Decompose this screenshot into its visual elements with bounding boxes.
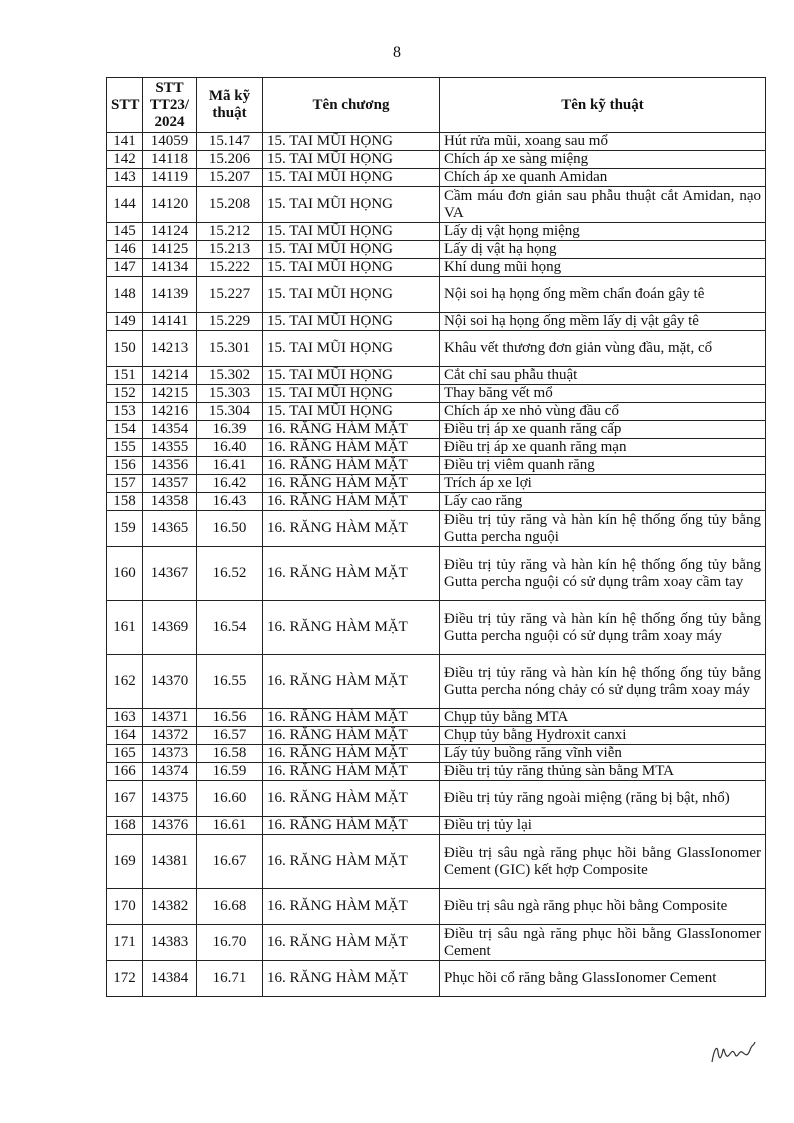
row-stt-tt23: 14059	[143, 133, 197, 151]
row-stt-tt23: 14365	[143, 511, 197, 547]
row-ten-ky-thuat: Điều trị áp xe quanh răng mạn	[440, 439, 766, 457]
table-row	[107, 223, 766, 241]
table-row	[107, 259, 766, 277]
table-row	[107, 403, 766, 421]
row-ten-chuong: 15. TAI MŨI HỌNG	[263, 385, 440, 403]
row-ten-chuong: 16. RĂNG HÀM MẶT	[263, 709, 440, 727]
row-stt: 167	[107, 781, 143, 817]
row-stt: 150	[107, 331, 143, 367]
row-ma-ky-thuat: 15.304	[197, 403, 263, 421]
row-ten-chuong: 16. RĂNG HÀM MẶT	[263, 493, 440, 511]
row-stt: 145	[107, 223, 143, 241]
row-stt-tt23: 14354	[143, 421, 197, 439]
row-ma-ky-thuat: 15.208	[197, 187, 263, 223]
row-ma-ky-thuat: 16.71	[197, 961, 263, 997]
row-ten-chuong: 15. TAI MŨI HỌNG	[263, 259, 440, 277]
row-ten-ky-thuat: Nội soi hạ họng ống mềm lấy dị vật gây tê	[440, 313, 766, 331]
row-ten-ky-thuat: Chụp tủy bằng Hydroxit canxi	[440, 727, 766, 745]
row-stt: 154	[107, 421, 143, 439]
row-ten-chuong: 16. RĂNG HÀM MẶT	[263, 457, 440, 475]
row-ten-ky-thuat: Chích áp xe quanh Amidan	[440, 169, 766, 187]
table-row	[107, 385, 766, 403]
row-stt-tt23: 14118	[143, 151, 197, 169]
row-stt: 161	[107, 601, 143, 655]
row-ma-ky-thuat: 16.55	[197, 655, 263, 709]
row-ten-ky-thuat: Phục hồi cổ răng bằng GlassIonomer Cement	[440, 961, 766, 997]
row-ten-chuong: 16. RĂNG HÀM MẶT	[263, 727, 440, 745]
row-ma-ky-thuat: 16.68	[197, 889, 263, 925]
table-row	[107, 439, 766, 457]
table-row	[107, 133, 766, 151]
row-ten-ky-thuat: Điều trị sâu ngà răng phục hồi bằng GlassIonomer Cement (GIC) kết hợp Composite	[440, 835, 766, 889]
row-stt: 163	[107, 709, 143, 727]
table-row	[107, 151, 766, 169]
row-ten-chuong: 15. TAI MŨI HỌNG	[263, 313, 440, 331]
table-row	[107, 277, 766, 313]
row-stt-tt23: 14215	[143, 385, 197, 403]
row-ma-ky-thuat: 16.40	[197, 439, 263, 457]
row-ten-chuong: 15. TAI MŨI HỌNG	[263, 169, 440, 187]
row-ten-ky-thuat: Trích áp xe lợi	[440, 475, 766, 493]
row-ma-ky-thuat: 16.67	[197, 835, 263, 889]
row-ten-chuong: 16. RĂNG HÀM MẶT	[263, 421, 440, 439]
header-ten-chuong: Tên chương	[263, 78, 440, 133]
row-ten-ky-thuat: Điều trị tủy răng thủng sàn bằng MTA	[440, 763, 766, 781]
row-stt: 157	[107, 475, 143, 493]
row-stt: 143	[107, 169, 143, 187]
table-row	[107, 709, 766, 727]
row-stt-tt23: 14119	[143, 169, 197, 187]
row-ten-ky-thuat: Chích áp xe nhỏ vùng đầu cổ	[440, 403, 766, 421]
row-stt: 153	[107, 403, 143, 421]
row-stt-tt23: 14383	[143, 925, 197, 961]
row-stt-tt23: 14367	[143, 547, 197, 601]
row-ten-ky-thuat: Điều trị tủy răng ngoài miệng (răng bị bật, nhổ)	[440, 781, 766, 817]
row-ten-chuong: 15. TAI MŨI HỌNG	[263, 187, 440, 223]
row-ma-ky-thuat: 15.302	[197, 367, 263, 385]
row-ma-ky-thuat: 16.60	[197, 781, 263, 817]
header-ma-ky-thuat: Mã kỹ thuật	[197, 78, 263, 133]
row-stt-tt23: 14371	[143, 709, 197, 727]
row-ten-chuong: 16. RĂNG HÀM MẶT	[263, 511, 440, 547]
table-row	[107, 511, 766, 547]
row-stt-tt23: 14373	[143, 745, 197, 763]
row-stt-tt23: 14358	[143, 493, 197, 511]
row-ma-ky-thuat: 16.56	[197, 709, 263, 727]
row-stt-tt23: 14125	[143, 241, 197, 259]
row-ten-chuong: 16. RĂNG HÀM MẶT	[263, 763, 440, 781]
row-stt: 156	[107, 457, 143, 475]
row-ma-ky-thuat: 16.54	[197, 601, 263, 655]
row-ten-ky-thuat: Chích áp xe sàng miệng	[440, 151, 766, 169]
row-ma-ky-thuat: 15.303	[197, 385, 263, 403]
row-ma-ky-thuat: 16.41	[197, 457, 263, 475]
table-row	[107, 745, 766, 763]
row-ten-ky-thuat: Điều trị tủy răng và hàn kín hệ thống ống tủy bằng Gutta percha nguội	[440, 511, 766, 547]
table-row	[107, 925, 766, 961]
row-ma-ky-thuat: 16.50	[197, 511, 263, 547]
row-ten-ky-thuat: Điều trị tủy răng và hàn kín hệ thống ống tủy bằng Gutta percha nguội có sử dụng trâm xoay cầm tay	[440, 547, 766, 601]
row-ma-ky-thuat: 16.61	[197, 817, 263, 835]
row-stt-tt23: 14120	[143, 187, 197, 223]
header-stt: STT	[107, 78, 143, 133]
row-stt: 160	[107, 547, 143, 601]
row-stt-tt23: 14372	[143, 727, 197, 745]
row-stt: 151	[107, 367, 143, 385]
table-row	[107, 727, 766, 745]
row-ten-chuong: 16. RĂNG HÀM MẶT	[263, 439, 440, 457]
table-row	[107, 781, 766, 817]
row-stt-tt23: 14374	[143, 763, 197, 781]
row-ten-ky-thuat: Điều trị viêm quanh răng	[440, 457, 766, 475]
row-ma-ky-thuat: 15.147	[197, 133, 263, 151]
table-row	[107, 493, 766, 511]
row-ten-ky-thuat: Thay băng vết mổ	[440, 385, 766, 403]
row-stt: 146	[107, 241, 143, 259]
row-stt: 159	[107, 511, 143, 547]
table-row	[107, 655, 766, 709]
row-stt-tt23: 14124	[143, 223, 197, 241]
table-row	[107, 367, 766, 385]
table-row	[107, 421, 766, 439]
row-ma-ky-thuat: 16.39	[197, 421, 263, 439]
handwritten-signature-icon	[708, 1038, 758, 1068]
row-ten-ky-thuat: Lấy dị vật hạ họng	[440, 241, 766, 259]
table-row	[107, 457, 766, 475]
row-ten-ky-thuat: Khí dung mũi họng	[440, 259, 766, 277]
row-ten-ky-thuat: Điều trị tủy răng và hàn kín hệ thống ống tủy bằng Gutta percha nóng chảy có sử dụng trâm xoay máy	[440, 655, 766, 709]
row-ten-chuong: 15. TAI MŨI HỌNG	[263, 241, 440, 259]
row-ten-ky-thuat: Khâu vết thương đơn giản vùng đầu, mặt, cổ	[440, 331, 766, 367]
table-row	[107, 241, 766, 259]
row-stt-tt23: 14369	[143, 601, 197, 655]
row-ten-chuong: 15. TAI MŨI HỌNG	[263, 331, 440, 367]
row-stt-tt23: 14139	[143, 277, 197, 313]
table-row	[107, 601, 766, 655]
row-stt: 149	[107, 313, 143, 331]
row-stt-tt23: 14384	[143, 961, 197, 997]
header-stt-tt23: STT TT23/ 2024	[143, 78, 197, 133]
row-ten-chuong: 15. TAI MŨI HỌNG	[263, 151, 440, 169]
row-stt-tt23: 14355	[143, 439, 197, 457]
row-ten-chuong: 16. RĂNG HÀM MẶT	[263, 835, 440, 889]
row-ten-chuong: 15. TAI MŨI HỌNG	[263, 133, 440, 151]
row-ma-ky-thuat: 16.58	[197, 745, 263, 763]
table-row	[107, 817, 766, 835]
row-ma-ky-thuat: 15.229	[197, 313, 263, 331]
header-ten-ky-thuat: Tên kỹ thuật	[440, 78, 766, 133]
row-ten-ky-thuat: Hút rửa mũi, xoang sau mổ	[440, 133, 766, 151]
row-ten-ky-thuat: Điều trị tủy răng và hàn kín hệ thống ống tủy bằng Gutta percha nguội có sử dụng trâm xoay máy	[440, 601, 766, 655]
row-ma-ky-thuat: 16.57	[197, 727, 263, 745]
row-stt: 148	[107, 277, 143, 313]
table-row	[107, 547, 766, 601]
row-ma-ky-thuat: 15.227	[197, 277, 263, 313]
row-stt: 171	[107, 925, 143, 961]
row-stt: 141	[107, 133, 143, 151]
row-ten-ky-thuat: Cầm máu đơn giản sau phẫu thuật cắt Amidan, nạo VA	[440, 187, 766, 223]
table-row	[107, 763, 766, 781]
row-ma-ky-thuat: 16.52	[197, 547, 263, 601]
row-ten-chuong: 15. TAI MŨI HỌNG	[263, 277, 440, 313]
row-ten-ky-thuat: Điều trị áp xe quanh răng cấp	[440, 421, 766, 439]
row-ten-chuong: 16. RĂNG HÀM MẶT	[263, 601, 440, 655]
row-ma-ky-thuat: 16.42	[197, 475, 263, 493]
row-stt: 152	[107, 385, 143, 403]
row-stt-tt23: 14376	[143, 817, 197, 835]
table-row	[107, 961, 766, 997]
row-stt: 158	[107, 493, 143, 511]
row-ten-chuong: 16. RĂNG HÀM MẶT	[263, 745, 440, 763]
row-ten-chuong: 15. TAI MŨI HỌNG	[263, 223, 440, 241]
row-stt-tt23: 14356	[143, 457, 197, 475]
row-ma-ky-thuat: 15.222	[197, 259, 263, 277]
table-row	[107, 169, 766, 187]
row-ma-ky-thuat: 16.59	[197, 763, 263, 781]
row-stt-tt23: 14214	[143, 367, 197, 385]
row-ten-ky-thuat: Điều trị tủy lại	[440, 817, 766, 835]
page-number: 8	[393, 44, 401, 61]
table-row	[107, 835, 766, 889]
row-stt: 166	[107, 763, 143, 781]
row-stt: 170	[107, 889, 143, 925]
row-stt-tt23: 14141	[143, 313, 197, 331]
row-ten-ky-thuat: Cắt chỉ sau phẫu thuật	[440, 367, 766, 385]
row-stt-tt23: 14134	[143, 259, 197, 277]
row-ten-ky-thuat: Chụp tủy bằng MTA	[440, 709, 766, 727]
row-ten-chuong: 16. RĂNG HÀM MẶT	[263, 655, 440, 709]
table-row	[107, 187, 766, 223]
row-stt: 162	[107, 655, 143, 709]
row-ma-ky-thuat: 15.213	[197, 241, 263, 259]
row-stt: 144	[107, 187, 143, 223]
row-ten-chuong: 16. RĂNG HÀM MẶT	[263, 889, 440, 925]
row-stt: 142	[107, 151, 143, 169]
row-ma-ky-thuat: 15.301	[197, 331, 263, 367]
row-ten-chuong: 16. RĂNG HÀM MẶT	[263, 925, 440, 961]
row-ten-ky-thuat: Nội soi hạ họng ống mềm chẩn đoán gây tê	[440, 277, 766, 313]
table-row	[107, 331, 766, 367]
row-ma-ky-thuat: 15.206	[197, 151, 263, 169]
row-stt: 168	[107, 817, 143, 835]
row-stt-tt23: 14375	[143, 781, 197, 817]
row-stt: 164	[107, 727, 143, 745]
row-ten-chuong: 15. TAI MŨI HỌNG	[263, 403, 440, 421]
row-ten-chuong: 16. RĂNG HÀM MẶT	[263, 781, 440, 817]
row-ten-chuong: 16. RĂNG HÀM MẶT	[263, 817, 440, 835]
row-stt: 165	[107, 745, 143, 763]
row-ten-chuong: 16. RĂNG HÀM MẶT	[263, 475, 440, 493]
row-stt: 147	[107, 259, 143, 277]
row-ma-ky-thuat: 15.212	[197, 223, 263, 241]
row-stt-tt23: 14216	[143, 403, 197, 421]
row-ten-ky-thuat: Điều trị sâu ngà răng phục hồi bằng Composite	[440, 889, 766, 925]
row-stt-tt23: 14370	[143, 655, 197, 709]
table-row	[107, 475, 766, 493]
row-stt: 169	[107, 835, 143, 889]
table-header-row	[107, 78, 766, 133]
row-ten-ky-thuat: Lấy tủy buồng răng vĩnh viễn	[440, 745, 766, 763]
table-row	[107, 889, 766, 925]
row-ma-ky-thuat: 15.207	[197, 169, 263, 187]
procedure-table	[106, 77, 766, 997]
row-ten-chuong: 16. RĂNG HÀM MẶT	[263, 547, 440, 601]
row-stt-tt23: 14382	[143, 889, 197, 925]
row-ma-ky-thuat: 16.70	[197, 925, 263, 961]
row-ten-ky-thuat: Lấy dị vật họng miệng	[440, 223, 766, 241]
row-ten-ky-thuat: Lấy cao răng	[440, 493, 766, 511]
row-stt-tt23: 14213	[143, 331, 197, 367]
row-stt-tt23: 14381	[143, 835, 197, 889]
table-row	[107, 313, 766, 331]
row-ten-chuong: 16. RĂNG HÀM MẶT	[263, 961, 440, 997]
row-stt-tt23: 14357	[143, 475, 197, 493]
row-stt: 172	[107, 961, 143, 997]
row-ten-ky-thuat: Điều trị sâu ngà răng phục hồi bằng GlassIonomer Cement	[440, 925, 766, 961]
row-stt: 155	[107, 439, 143, 457]
row-ma-ky-thuat: 16.43	[197, 493, 263, 511]
row-ten-chuong: 15. TAI MŨI HỌNG	[263, 367, 440, 385]
